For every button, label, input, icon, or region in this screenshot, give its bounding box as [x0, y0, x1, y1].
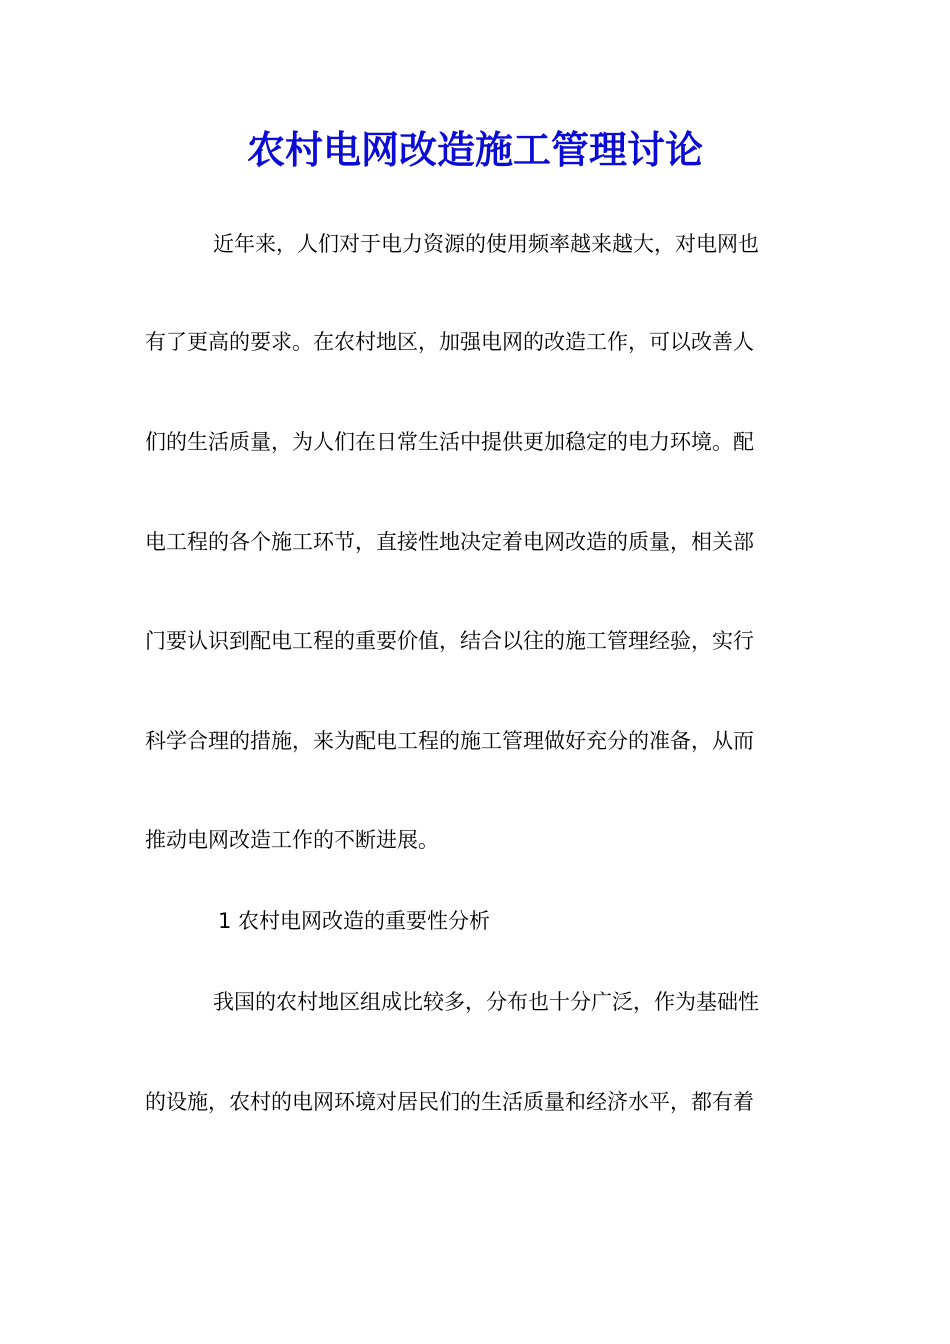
- paragraph-line-5: 门要认识到配电工程的重要价值，结合以往的施工管理经验，实行: [145, 629, 754, 653]
- section-heading: 1 农村电网改造的重要性分析: [218, 909, 491, 933]
- paragraph-line-7: 推动电网改造工作的不断进展。: [145, 828, 439, 852]
- paragraph-line-3: 们的生活质量，为人们在日常生活中提供更加稳定的电力环境。配: [145, 430, 754, 454]
- paragraph-line-1: 近年来，人们对于电力资源的使用频率越来越大，对电网也: [213, 232, 759, 256]
- paragraph-line-4: 电工程的各个施工环节，直接性地决定着电网改造的质量，相关部: [145, 530, 754, 554]
- section-paragraph-line-1: 我国的农村地区组成比较多，分布也十分广泛，作为基础性: [213, 990, 759, 1014]
- document-title: 农村电网改造施工管理讨论: [246, 127, 703, 172]
- paragraph-line-2: 有了更高的要求。在农村地区，加强电网的改造工作，可以改善人: [145, 330, 754, 354]
- section-paragraph-line-2: 的设施，农村的电网环境对居民们的生活质量和经济水平，都有着: [145, 1090, 754, 1114]
- paragraph-line-6: 科学合理的措施，来为配电工程的施工管理做好充分的准备，从而: [145, 729, 754, 753]
